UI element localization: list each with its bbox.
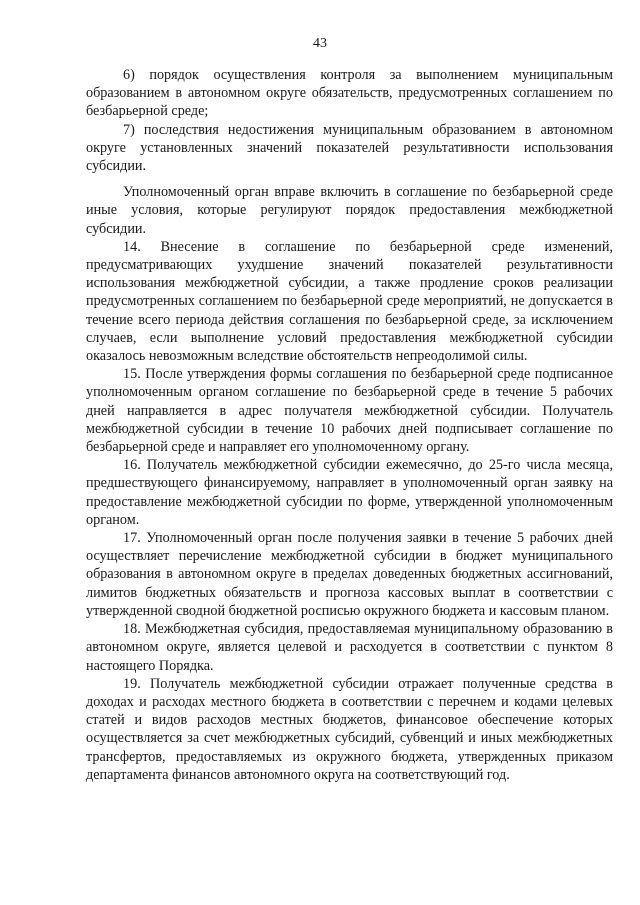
paragraph-item-6: 6) порядок осуществления контроля за выполнением муниципальным образованием в автономном округе обязательств, предусмотренных соглашением по безбарьерной среде; (86, 67, 613, 120)
page-number: 43 (313, 36, 327, 51)
paragraph-additional-conditions: Уполномоченный орган вправе включить в соглашение по безбарьерной среде иные условия, которые регулируют порядок предоставления межбюджетной субсидии. (86, 184, 613, 237)
paragraph-item-7: 7) последствия недостижения муниципальным образованием в автономном округе установленных значений показателей результативности использования субсидии. (86, 121, 613, 175)
paragraph-14: 14. Внесение в соглашение по безбарьерной среде изменений, предусматривающих ухудшение значений показателей результативности использования межбюджетной субсидии, а также продление сроков реализации предусмотренных соглашением по безбарьерной среде мероприятий, не допускается в течение всего периода действия соглашения по безбарьерной среде, за исключением случаев, если выполнение условий предоставления межбюджетной субсидии оказалось невозможным вследствие обстоятельств непреодолимой силы. (86, 238, 613, 365)
paragraph-19: 19. Получатель межбюджетной субсидии отражает полученные средства в доходах и расходах местного бюджета в соответствии с перечнем и кодами целевых статей и видов расходов местных бюджетов, финансовое обеспечение которых осуществляется за счет межбюджетных субсидий, субвенций и иных межбюджетных трансфертов, предоставляемых из окружного бюджета, утвержденных приказом департамента финансов автономного округа на соответствующий год. (86, 675, 613, 783)
paragraph-15: 15. После утверждения формы соглашения по безбарьерной среде подписанное уполномоченным органом соглашение по безбарьерной среде в течение 5 рабочих дней направляется в адрес получателя межбюджетной субсидии. Получатель межбюджетной субсидии в течение 10 рабочих дней подписывает соглашение по безбарьерной среде и направляет его уполномоченному органу. (86, 366, 613, 456)
paragraph-18: 18. Межбюджетная субсидия, предоставляемая муниципальному образованию в автономном округе, является целевой и расходуется в соответствии с пунктом 8 настоящего Порядка. (86, 621, 613, 674)
paragraph-16: 16. Получатель межбюджетной субсидии ежемесячно, до 25-го числа месяца, предшествующего финансируемому, направляет в уполномоченный орган заявку на предоставление межбюджетной субсидии по форме, утвержденной уполномоченным органом. (86, 457, 613, 528)
document-body (86, 66, 613, 784)
paragraph-17: 17. Уполномоченный орган после получения заявки в течение 5 рабочих дней осуществляет перечисление межбюджетной субсидии в бюджет муниципального образования в автономном округе в пределах доведенных бюджетных ассигнований, лимитов бюджетных обязательств и прогноза кассовых выплат в соответствии с утвержденной сводной бюджетной росписью окружного бюджета и кассовым планом. (86, 530, 613, 619)
